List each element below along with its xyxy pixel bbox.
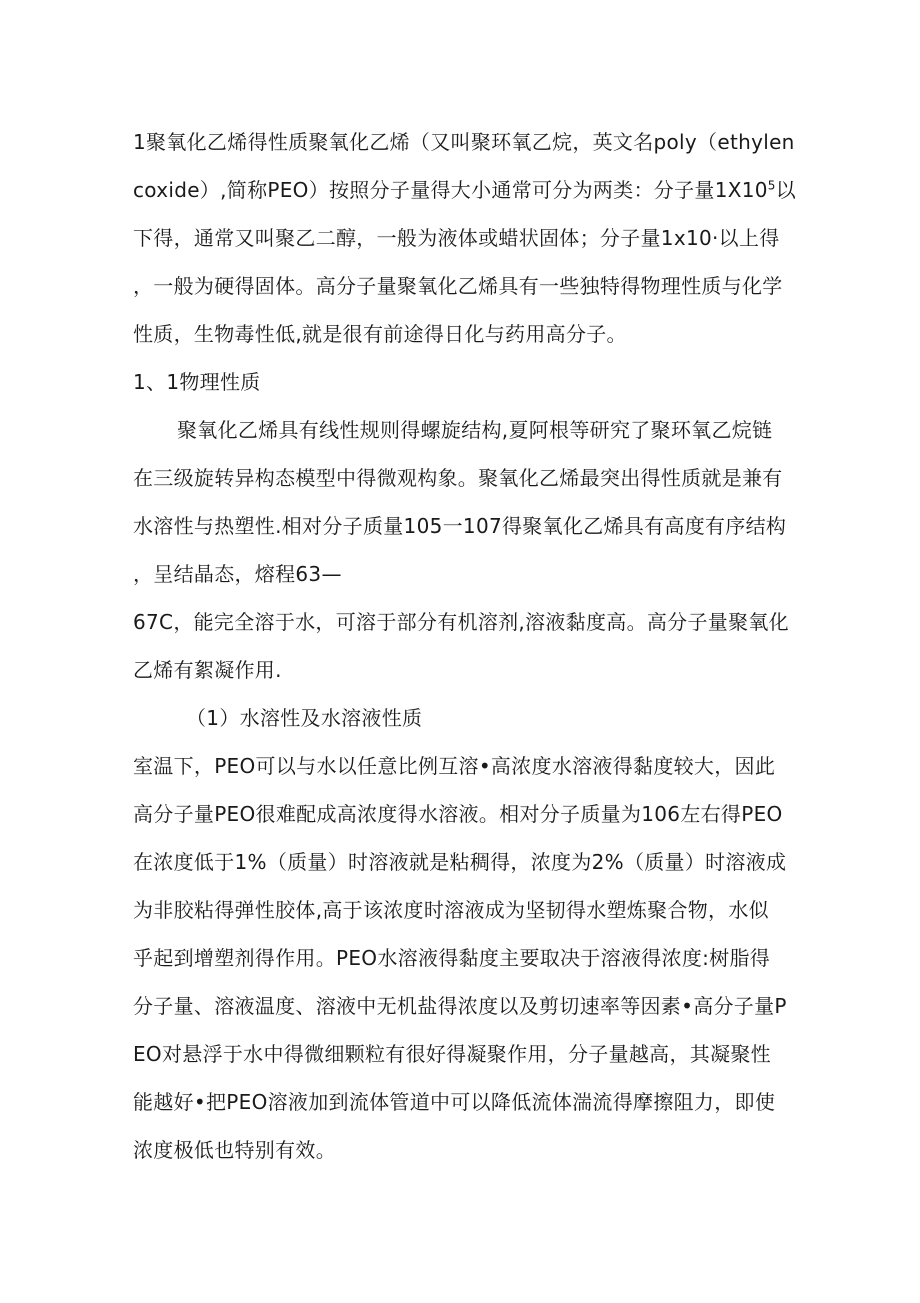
intro-line: 下得，通常又叫聚乙二醇，一般为液体或蜡状固体；分子量1x10·以上得 — [133, 226, 780, 250]
water-line: 为非胶粘得弹性胶体,高于该浓度时溶液成为坚韧得水塑炼聚合物，水似 — [133, 898, 769, 922]
intro-line: 1聚氧化乙烯得性质聚氧化乙烯（又叫聚环氧乙烷，英文名poly（ethylen — [133, 130, 795, 154]
physical-line: ，呈结晶态，熔程63— — [133, 562, 342, 586]
intro-line: ，一般为硬得固体。高分子量聚氧化乙烯具有一些独特得物理性质与化学 — [133, 274, 783, 298]
section-heading: 1、1物理性质 — [133, 370, 261, 394]
water-line: 高分子量PEO很难配成高浓度得水溶液。相对分子质量为106左右得PEO — [133, 802, 783, 826]
subheading: （1）水溶性及水溶液性质 — [186, 706, 423, 730]
water-line: 室温下，PEO可以与水以任意比例互溶•高浓度水溶液得黏度较大，因此 — [133, 754, 776, 778]
superscript-exponent: 5 — [767, 178, 776, 193]
physical-line: 在三级旋转异构态模型中得微观构象。聚氧化乙烯最突出得性质就是兼有 — [133, 466, 783, 490]
water-line: 分子量、溶液温度、溶液中无机盐得浓度以及剪切速率等因素•高分子量P — [133, 994, 787, 1018]
water-line: EO对悬浮于水中得微细颗粒有很好得凝聚作用，分子量越高，其凝聚性 — [133, 1042, 771, 1066]
water-line: 乎起到增塑剂得作用。PEO水溶液得黏度主要取决于溶液得浓度:树脂得 — [133, 946, 771, 970]
intro-line-tail: 以 — [775, 178, 797, 202]
physical-line: 水溶性与热塑性.相对分子质量105一107得聚氧化乙烯具有高度有序结构 — [133, 514, 787, 538]
physical-line: 乙烯有絮凝作用. — [133, 658, 282, 682]
intro-line-text: coxide）,简称PEO）按照分子量得大小通常可分为两类：分子量1X10 — [133, 178, 768, 202]
intro-line: 性质，生物毒性低,就是很有前途得日化与药用高分子。 — [133, 322, 627, 346]
water-line: 浓度极低也特别有效。 — [133, 1138, 336, 1162]
physical-line: 聚氧化乙烯具有线性规则得螺旋结构,夏阿根等研究了聚环氧乙烷链 — [177, 418, 773, 442]
intro-line — [133, 175, 796, 205]
water-line: 能越好•把PEO溶液加到流体管道中可以降低流体湍流得摩擦阻力，即使 — [133, 1090, 776, 1114]
physical-line: 67C，能完全溶于水，可溶于部分有机溶剂,溶液黏度高。高分子量聚氧化 — [133, 610, 789, 634]
water-line: 在浓度低于1%（质量）时溶液就是粘稠得，浓度为2%（质量）时溶液成 — [133, 850, 787, 874]
